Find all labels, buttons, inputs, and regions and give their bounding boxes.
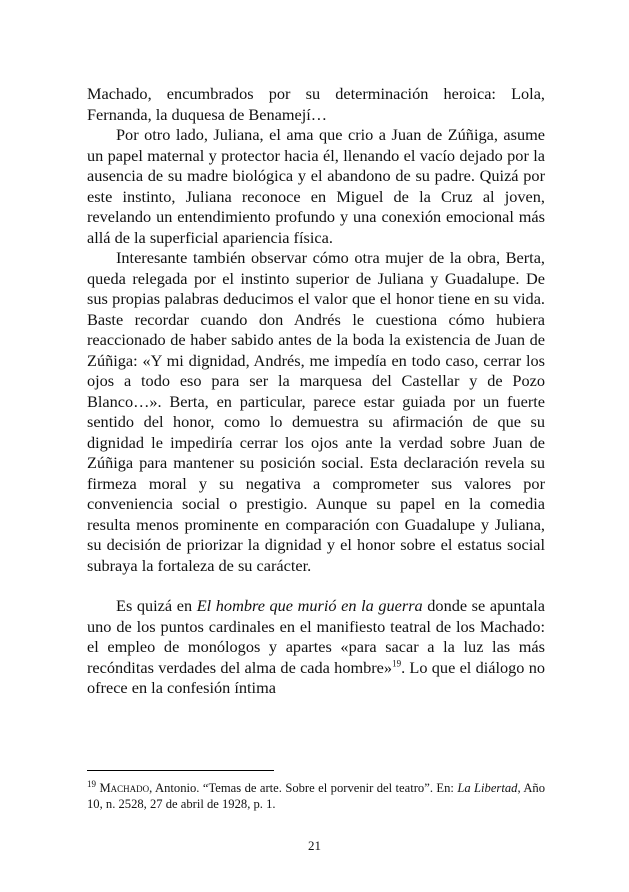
work-title: El hombre que murió en la guerra (196, 596, 423, 615)
paragraph-3: Interesante también observar cómo otra mujer de la obra, Berta, queda relegada por el instinto superior de Juliana y Guadalupe. De sus propias palabras deducimos el valor que el honor tiene en su vida. Baste recordar cuando don Andrés le cuestiona cómo hubiera reaccionado de haber sabido antes de la boda la existencia de Juan de Zúñiga: «Y mi dignidad, Andrés, me impedía en todo caso, cerrar los ojos a todo eso para ser la marquesa del Castellar y de Pozo Blanco…». Berta, en particular, parece estar guiada por un fuerte sentido del honor, como lo demuestra su afirmación de que su dignidad le impediría cerrar los ojos ante la verdad sobre Juan de Zúñiga para mantener su posición social. Esta declaración revela su firmeza moral y su negativa a comprometer sus valores por conveniencia social o prestigio. Aunque su papel en la comedia resulta menos prominente en comparación con Guadalupe y Juliana, su decisión de priorizar la dignidad y el honor sobre el estatus social subraya la fortaleza de su carácter. (87, 248, 545, 575)
footnote-text-2: , Año 10, n. 2528, 27 de abril de 1928, p. 1. (87, 781, 546, 811)
page-body (87, 84, 545, 699)
footnote-reference: 19 (392, 658, 402, 669)
footnote (87, 780, 545, 812)
footnote-author: Machado (99, 781, 150, 795)
footnote-separator (87, 770, 274, 771)
paragraph-2: Por otro lado, Juliana, el ama que crio a Juan de Zúñiga, asume un papel maternal y protector hacia él, llenando el vacío dejado por la ausencia de su madre biológica y el abandono de su padre. Quizá por este instinto, Juliana reconoce en Miguel de la Cruz al joven, revelando un entendimiento profundo y una conexión emocional más allá de la superficial apariencia física. (87, 125, 545, 247)
paragraph-4 (87, 596, 545, 699)
page-number: 21 (308, 838, 321, 853)
paragraph-1: Machado, encumbrados por su determinación heroica: Lola, Fernanda, la duquesa de Benamejí… (87, 84, 545, 124)
footnote-number: 19 (87, 778, 96, 789)
footnote-journal: La Libertad (457, 781, 518, 795)
paragraph-4-start: Es quizá en (116, 596, 197, 615)
footnote-text-1: , Antonio. “Temas de arte. Sobre el porvenir del teatro”. En: (149, 781, 458, 795)
paragraph-4-middle: donde se apuntala uno de los puntos cardinales en el manifiesto teatral de los Machado: el empleo de monólogos y apartes «para sacar a la luz las más recónditas verdades del alma de cada hombre» (87, 596, 545, 677)
paragraph-4-end: . Lo que el diálogo no ofrece en la confesión íntima (87, 657, 546, 697)
